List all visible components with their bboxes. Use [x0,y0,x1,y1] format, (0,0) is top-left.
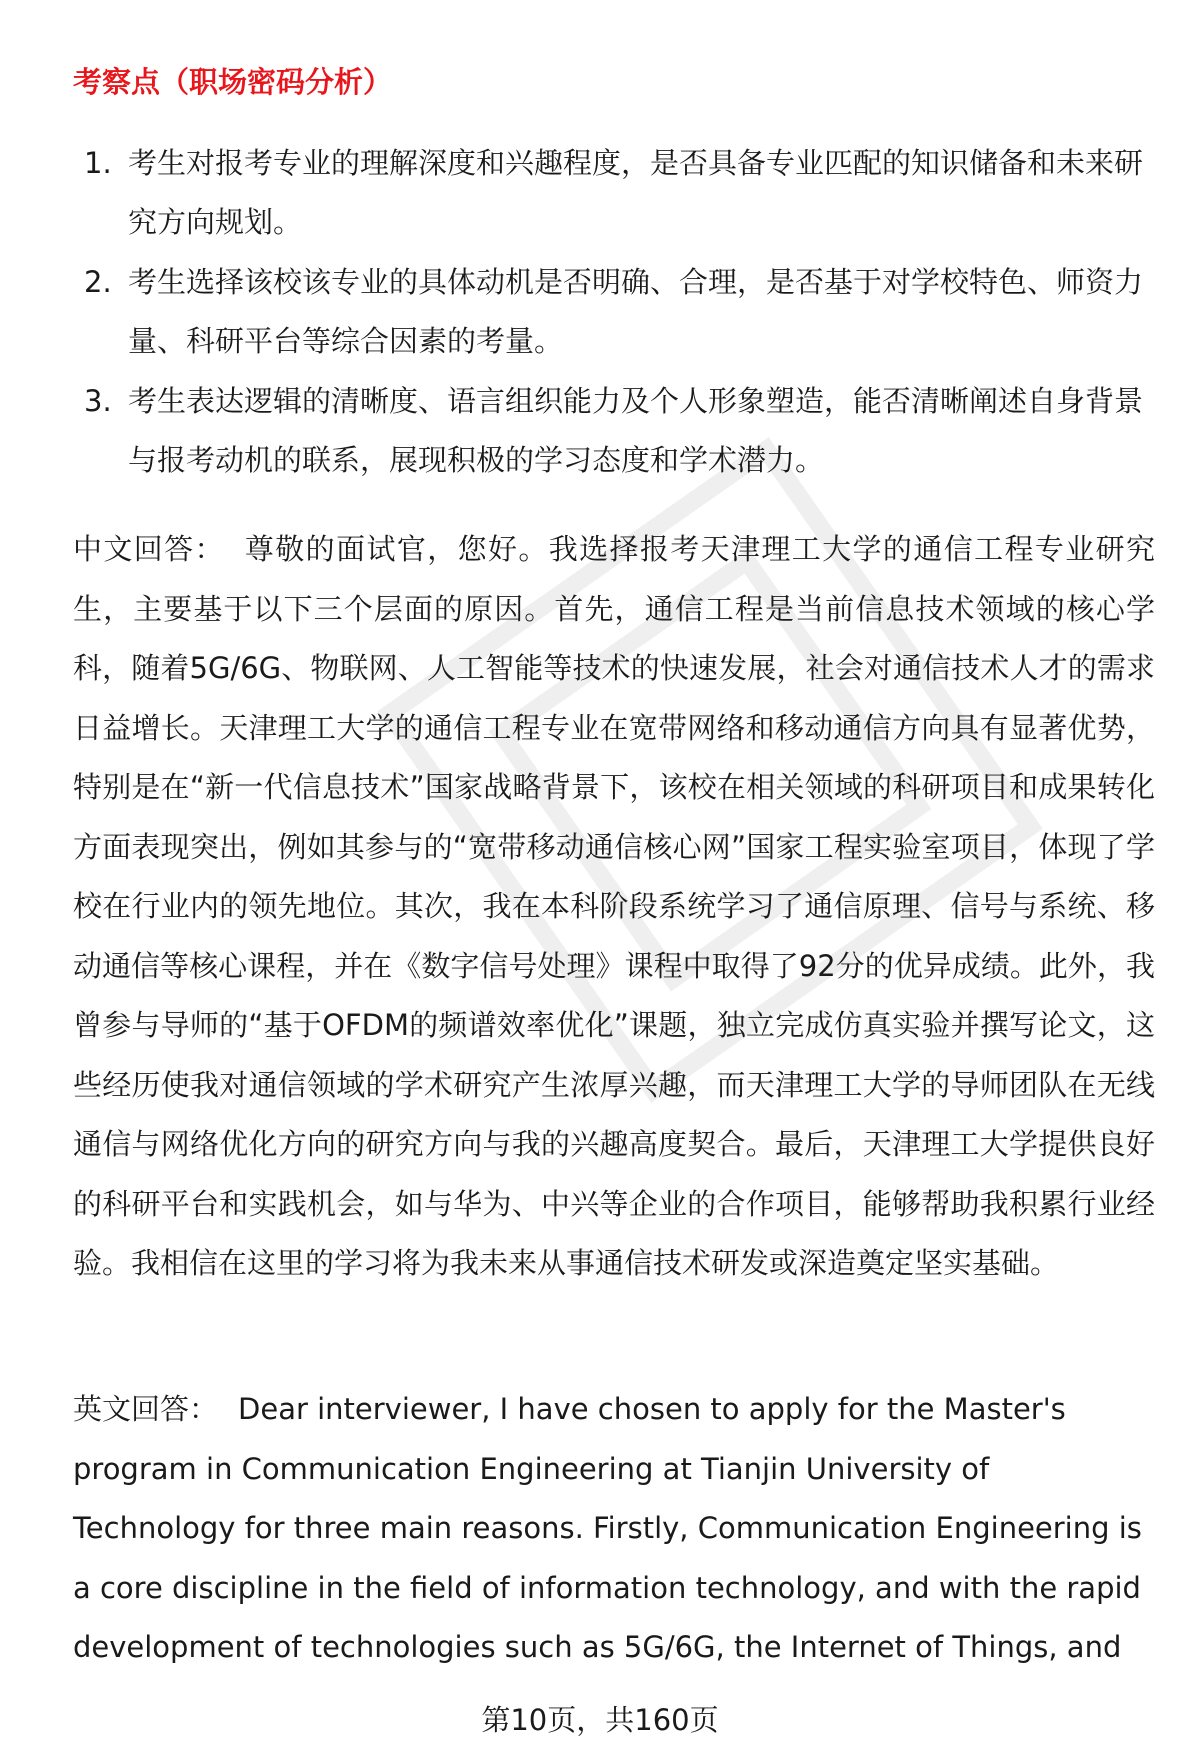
chinese-answer-text: 尊敬的面试官，您好。我选择报考天津理工大学的通信工程专业研究生，主要基于以下三个层面的原因。首先，通信工程是当前信息技术领域的核心学科，随着5G/6G、物联网、人工智能等技术的快速发展，社会对通信技术人才的需求日益增长。天津理工大学的通信工程专业在宽带网络和移动通信方向具有显著优势，特别是在“新一代信息技术”国家战略背景下，该校在相关领域的科研项目和成果转化方面表现突出，例如其参与的“宽带移动通信核心网”国家工程实验室项目，体现了学校在行业内的领先地位。其次，我在本科阶段系统学习了通信原理、信号与系统、移动通信等核心课程，并在《数字信号处理》课程中取得了92分的优异成绩。此外，我曾参与导师的“基于OFDM的频谱效率优化”课题，独立完成仿真实验并撰写论文，这些经历使我对通信领域的学术研究产生浓厚兴趣，而天津理工大学的导师团队在无线通信与网络优化方向的研究方向与我的兴趣高度契合。最后，天津理工大学提供良好的科研平台和实践机会，如与华为、中兴等企业的合作项目，能够帮助我积累行业经验。我相信在这里的学习将为我未来从事通信技术研发或深造奠定坚实基础。 [73,532,1155,1280]
list-item-text: 考生选择该校该专业的具体动机是否明确、合理，是否基于对学校特色、师资力量、科研平台等综合因素的考量。 [128,265,1144,358]
page-number: 第10页，共160页 [481,1703,719,1737]
section-title: 考察点（职场密码分析） [73,65,393,99]
assessment-points-list [80,134,1155,491]
english-answer [73,1380,1155,1678]
list-item [80,253,1155,371]
list-item [80,372,1155,490]
list-item-number: 1. [84,146,112,180]
list-item-number: 2. [84,265,112,299]
english-answer-label: 英文回答： [73,1392,219,1426]
list-item-text: 考生表达逻辑的清晰度、语言组织能力及个人形象塑造，能否清晰阐述自身背景与报考动机的联系，展现积极的学习态度和学术潜力。 [128,384,1144,477]
list-item-number: 3. [84,384,112,418]
list-item [80,134,1155,252]
list-item-text: 考生对报考专业的理解深度和兴趣程度，是否具备专业匹配的知识储备和未来研究方向规划。 [128,146,1144,239]
chinese-answer-label: 中文回答： [73,532,225,566]
english-answer-text: Dear interviewer, I have chosen to apply for the Master's program in Communication Engineering at Tianjin University of Technology for three main reasons. Firstly, Communication Engineering is a core discipline in the field of information technology, and with the rapid development of technologies such as 5G/6G, the Internet of Things, and [73,1392,1142,1664]
chinese-answer [73,520,1155,1294]
